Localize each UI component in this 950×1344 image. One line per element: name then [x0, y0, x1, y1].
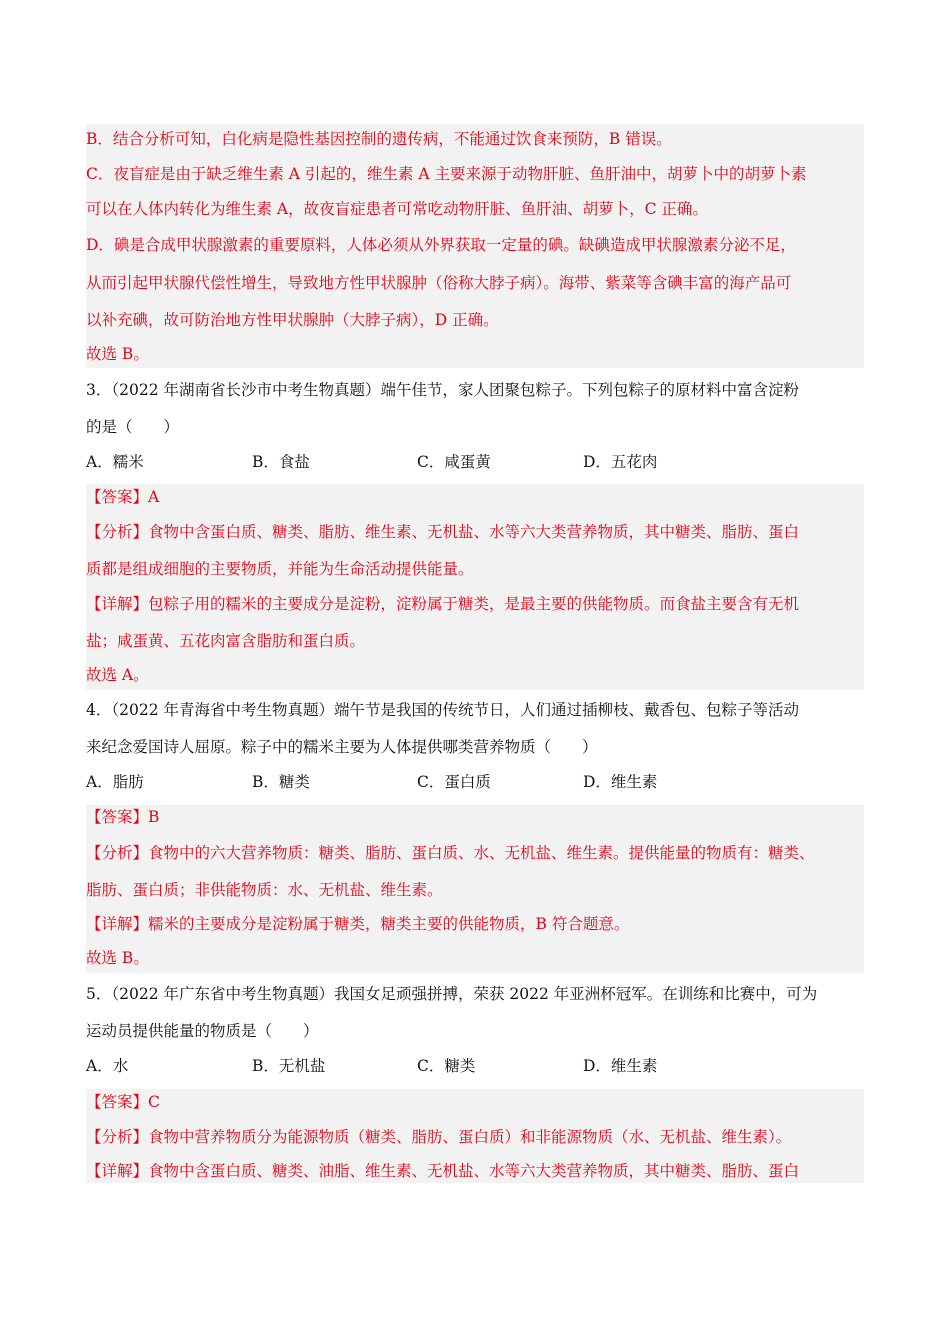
- option-a: A．水: [86, 1057, 129, 1075]
- option-c: C．蛋白质: [417, 773, 491, 791]
- option-a: A．糯米: [86, 453, 144, 471]
- option-a: A．脂肪: [86, 773, 144, 791]
- analysis-line: 【分析】食物中含蛋白质、糖类、脂肪、维生素、无机盐、水等六大类营养物质，其中糖类、脂肪、蛋白: [86, 523, 800, 541]
- explanation-line: 以补充碘，故可防治地方性甲状腺肿（大脖子病），D 正确。: [86, 311, 499, 329]
- analysis-line: 脂肪、蛋白质；非供能物质：水、无机盐、维生素。: [86, 881, 443, 899]
- question-stem: 4．（2022 年青海省中考生物真题）端午节是我国的传统节日，人们通过插柳枝、戴香包、包粽子等活动: [86, 701, 799, 719]
- explanation-block-q2: [86, 124, 864, 368]
- option-c: C．糖类: [417, 1057, 476, 1075]
- answer-line: 【答案】A: [86, 488, 160, 506]
- question-stem: 运动员提供能量的物质是（ ）: [86, 1022, 319, 1040]
- option-b: B．糖类: [252, 773, 310, 791]
- option-d: D．五花肉: [583, 453, 658, 471]
- detail-line: 【详解】糯米的主要成分是淀粉属于糖类，糖类主要的供能物质，B 符合题意。: [86, 915, 630, 933]
- detail-line: 【详解】食物中含蛋白质、糖类、油脂、维生素、无机盐、水等六大类营养物质，其中糖类、脂肪、蛋白: [86, 1162, 800, 1180]
- question-5: [86, 984, 864, 1088]
- explanation-line: D．碘是合成甲状腺激素的重要原料，人体必须从外界获取一定量的碘。缺碘造成甲状腺激素分泌不足，: [86, 236, 796, 254]
- option-b: B．食盐: [252, 453, 310, 471]
- analysis-line: 【分析】食物中的六大营养物质：糖类、脂肪、蛋白质、水、无机盐、维生素。提供能量的物质有：糖类、: [86, 844, 815, 862]
- detail-line: 【详解】包粽子用的糯米的主要成分是淀粉，淀粉属于糖类，是最主要的供能物质。而食盐主要含有无机: [86, 595, 800, 613]
- option-c: C．咸蛋黄: [417, 453, 491, 471]
- explanation-line: 可以在人体内转化为维生素 A，故夜盲症患者可常吃动物肝脏、鱼肝油、胡萝卜，C 正确。: [86, 200, 708, 218]
- question-stem: 5．（2022 年广东省中考生物真题）我国女足顽强拼搏，荣获 2022 年亚洲杯冠军。在训练和比赛中，可为: [86, 985, 818, 1003]
- answer-block-q3: [86, 484, 864, 690]
- explanation-line: B．结合分析可知，白化病是隐性基因控制的遗传病，不能通过饮食来预防，B 错误。: [86, 130, 672, 148]
- answer-block-q4: [86, 805, 864, 973]
- analysis-line: 【分析】食物中营养物质分为能源物质（糖类、脂肪、蛋白质）和非能源物质（水、无机盐、维生素）。: [86, 1128, 792, 1146]
- explanation-line: 从而引起甲状腺代偿性增生，导致地方性甲状腺肿（俗称大脖子病）。海带、紫菜等含碘丰富的海产品可: [86, 274, 792, 292]
- question-3: [86, 378, 864, 482]
- question-stem: 的是（ ）: [86, 418, 180, 436]
- explanation-line: C．夜盲症是由于缺乏维生素 A 引起的，维生素 A 主要来源于动物肝脏、鱼肝油中，胡萝卜中的胡萝卜素: [86, 165, 807, 183]
- answer-block-q5: [86, 1089, 864, 1183]
- conclusion-line: 故选 B。: [86, 949, 149, 967]
- question-4: [86, 700, 864, 804]
- question-stem: 来纪念爱国诗人屈原。粽子中的糯米主要为人体提供哪类营养物质（ ）: [86, 738, 598, 756]
- analysis-line: 质都是组成细胞的主要物质，并能为生命活动提供能量。: [86, 560, 474, 578]
- explanation-line: 故选 B。: [86, 345, 149, 363]
- answer-line: 【答案】C: [86, 1093, 160, 1111]
- conclusion-line: 故选 A。: [86, 666, 149, 684]
- option-d: D．维生素: [583, 773, 658, 791]
- answer-line: 【答案】B: [86, 808, 160, 826]
- question-stem: 3．（2022 年湖南省长沙市中考生物真题）端午佳节，家人团聚包粽子。下列包粽子的原材料中富含淀粉: [86, 381, 799, 399]
- detail-line: 盐；咸蛋黄、五花肉富含脂肪和蛋白质。: [86, 632, 366, 650]
- option-b: B．无机盐: [252, 1057, 326, 1075]
- option-d: D．维生素: [583, 1057, 658, 1075]
